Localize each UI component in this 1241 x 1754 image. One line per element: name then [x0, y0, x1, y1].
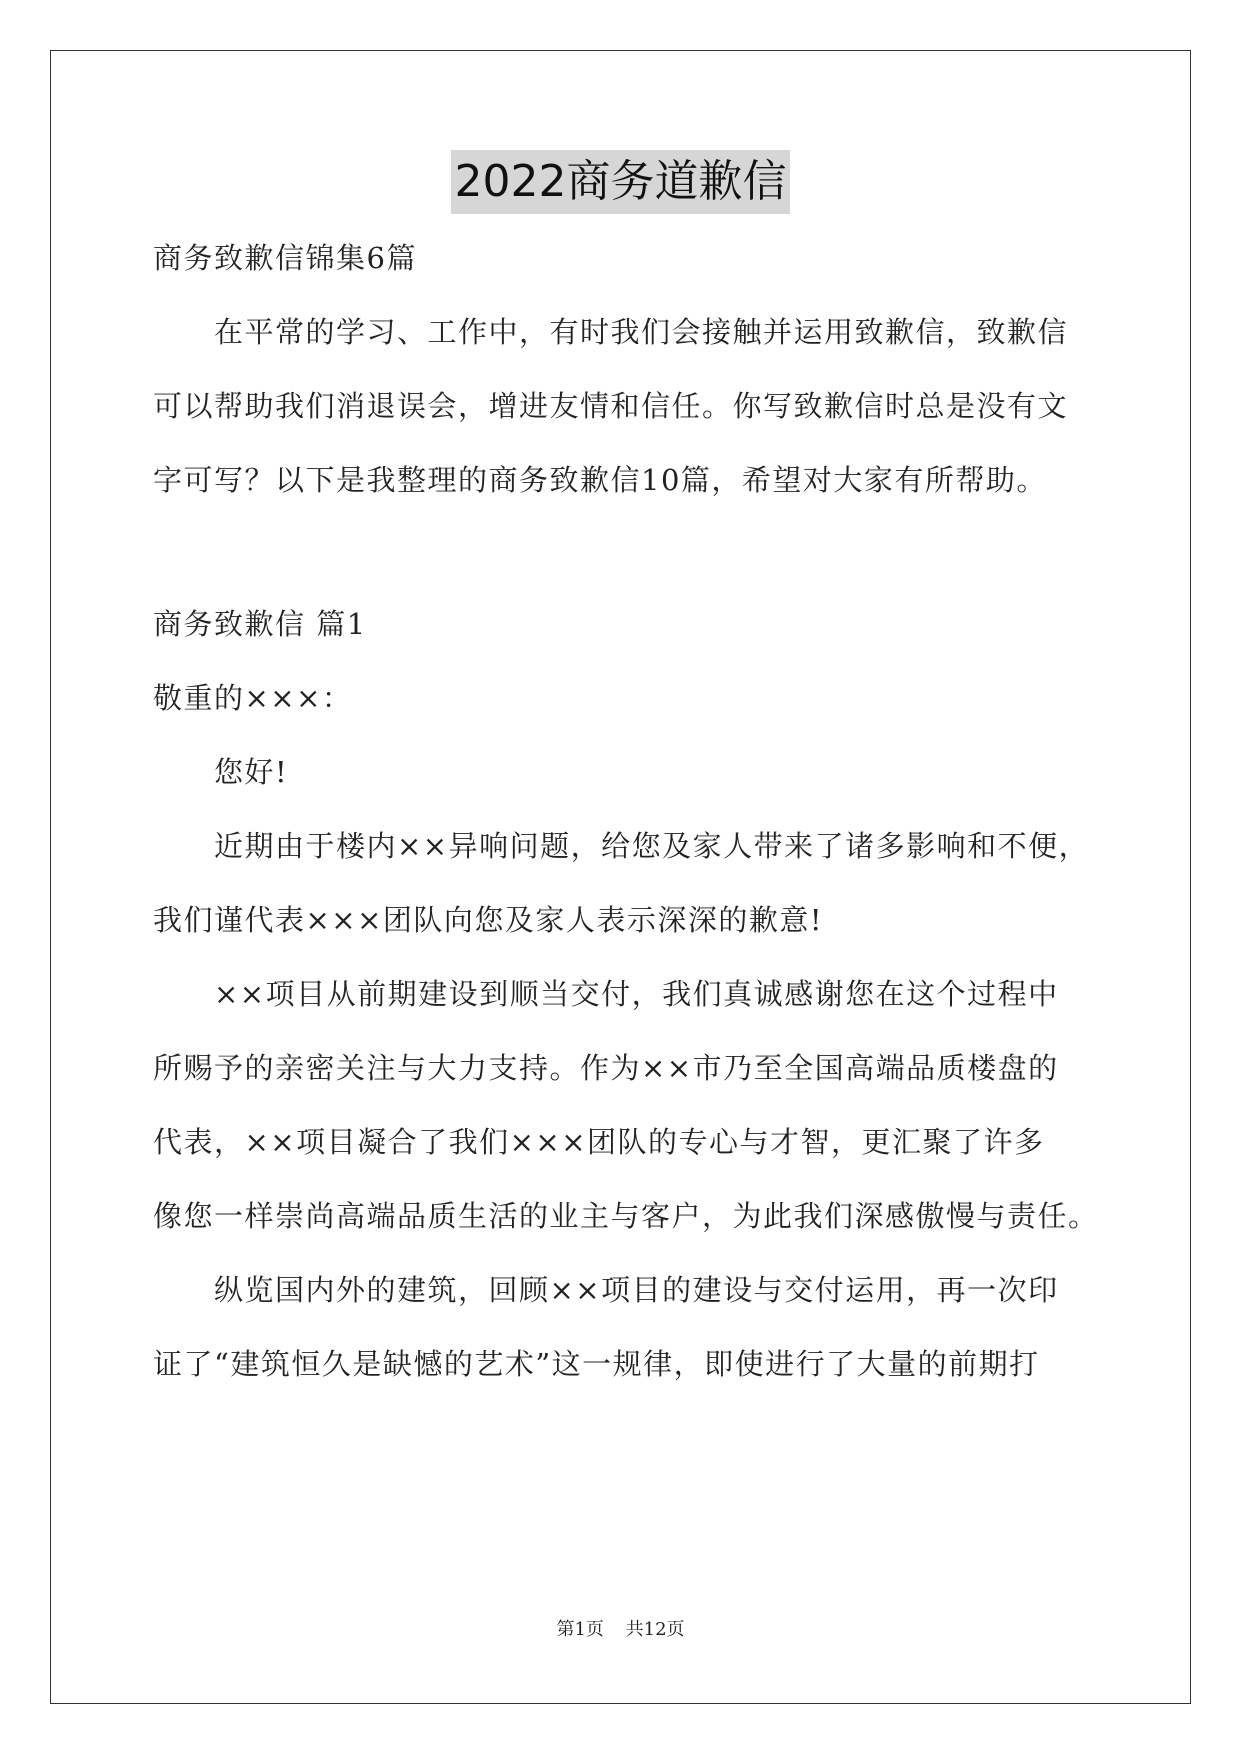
body-line-4: 所赐予的亲密关注与大力支持。作为××市乃至全国高端品质楼盘的	[153, 1051, 1059, 1085]
document-title: 2022商务道歉信	[451, 150, 791, 214]
body-line-8: 证了“建筑恒久是缺憾的艺术”这一规律，即使进行了大量的前期打	[153, 1347, 1040, 1381]
body-line-1: 近期由于楼内××异响问题，给您及家人带来了诸多影响和不便，	[214, 829, 1090, 863]
body-line-5: 代表，××项目凝合了我们×××团队的专心与才智，更汇聚了许多	[153, 1125, 1045, 1159]
body-line-7: 纵览国内外的建筑，回顾××项目的建设与交付运用，再一次印	[214, 1273, 1059, 1307]
page-footer	[0, 1618, 1241, 1642]
body-line-2: 我们谨代表×××团队向您及家人表示深深的歉意!	[153, 903, 824, 937]
greeting: 您好!	[214, 755, 289, 789]
title-container	[0, 150, 1241, 214]
page-number: 第1页	[556, 1619, 604, 1640]
body-line-6: 像您一样崇尚高端品质生活的业主与客户，为此我们深感傲慢与责任。	[153, 1199, 1099, 1233]
salutation: 敬重的×××：	[153, 681, 353, 715]
page-border	[50, 50, 1191, 1704]
intro-line-3: 字可写？以下是我整理的商务致歉信10篇，希望对大家有所帮助。	[153, 463, 1047, 497]
page-total: 共12页	[625, 1619, 685, 1640]
body-line-3: ××项目从前期建设到顺当交付，我们真诚感谢您在这个过程中	[214, 977, 1059, 1011]
intro-line-1: 在平常的学习、工作中，有时我们会接触并运用致歉信，致歉信	[214, 315, 1069, 349]
section-heading: 商务致歉信 篇1	[153, 607, 367, 641]
subtitle: 商务致歉信锦集6篇	[153, 241, 417, 275]
intro-line-2: 可以帮助我们消退误会，增进友情和信任。你写致歉信时总是没有文	[153, 389, 1069, 423]
